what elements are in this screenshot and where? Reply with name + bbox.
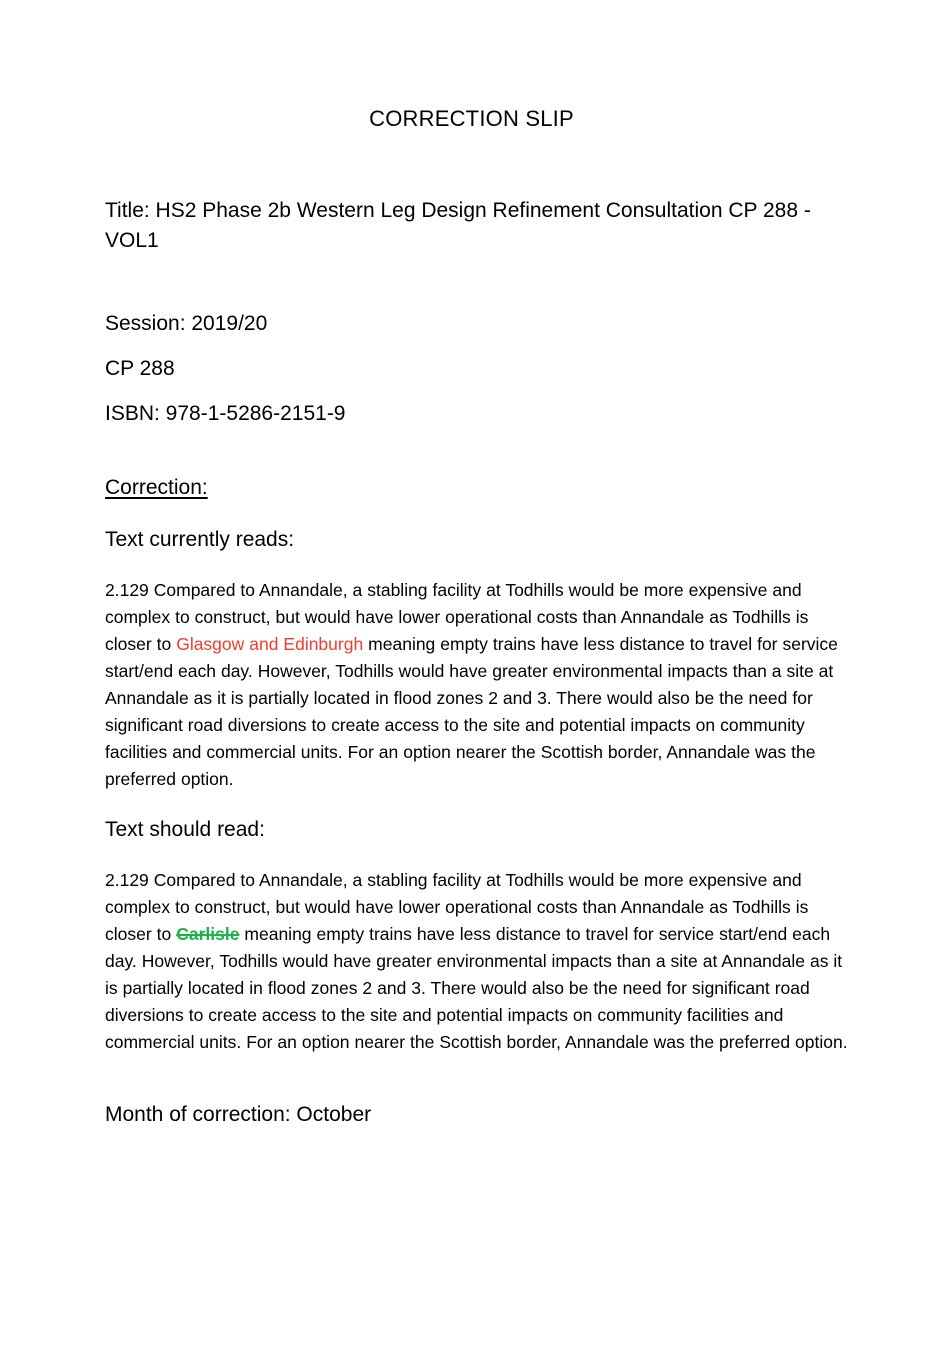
correction-section-heading: Correction: [105,476,208,499]
page-heading: CORRECTION SLIP [369,106,574,131]
spacer-after-correction-heading [105,503,857,525]
spacer-after-should-label [105,845,857,867]
spacer-after-current-label [105,555,857,577]
text-currently-reads-label: Text currently reads: [105,528,295,551]
should-text-highlight: Carlisle [176,924,240,944]
spacer-after-title [105,256,857,308]
month-of-correction-line: Month of correction: October [105,1103,372,1126]
session-line: Session: 2019/20 [105,312,268,335]
document-title-field: Title: HS2 Phase 2b Western Leg Design Refinement Consultation CP 288 - VOL1 [105,199,811,252]
spacer-before-footer [105,1056,857,1100]
spacer-after-session [105,339,857,353]
current-text-before: 2.129 Compared to Annandale, a stabling facility at Todhills would be more expensive and complex to construct, but would have lower operational costs than Annandale as Todhills is closer to [105,580,809,654]
document-body [105,196,857,1130]
correction-section-heading-wrap [105,473,857,503]
should-text-before: 2.129 Compared to Annandale, a stabling facility at Todhills would be more expensive and complex to construct, but would have lower operational costs than Annandale as Todhills is closer to [105,870,809,944]
text-should-read-label: Text should read: [105,818,265,841]
current-text-after: meaning empty trains have less distance to travel for service start/end each day. However, Todhills would have greater environmental impacts than a site at Annandale as it is partially located in flood zones 2 and 3. There would also be the need for significant road diversions to create access to the site and potential impacts on community facilities and commercial units. For an option nearer the Scottish border, Annandale was the preferred option. [105,634,838,789]
should-text-paragraph [105,867,857,1056]
current-text-paragraph [105,577,857,793]
cp-number-line: CP 288 [105,357,175,380]
current-text-highlight: Glasgow and Edinburgh [176,634,364,654]
spacer-after-cp [105,384,857,398]
spacer-before-correction [105,429,857,473]
isbn-line: ISBN: 978-1-5286-2151-9 [105,402,346,425]
spacer-after-current-paragraph [105,793,857,815]
should-text-after: meaning empty trains have less distance to travel for service start/end each day. However, Todhills would have greater environmental impacts than a site at Annandale as it is partially located in flood zones 2 and 3. There would also be the need for significant road diversions to create access to the site and potential impacts on community facilities and commercial units. For an option nearer the Scottish border, Annandale was the preferred option. [105,924,848,1052]
